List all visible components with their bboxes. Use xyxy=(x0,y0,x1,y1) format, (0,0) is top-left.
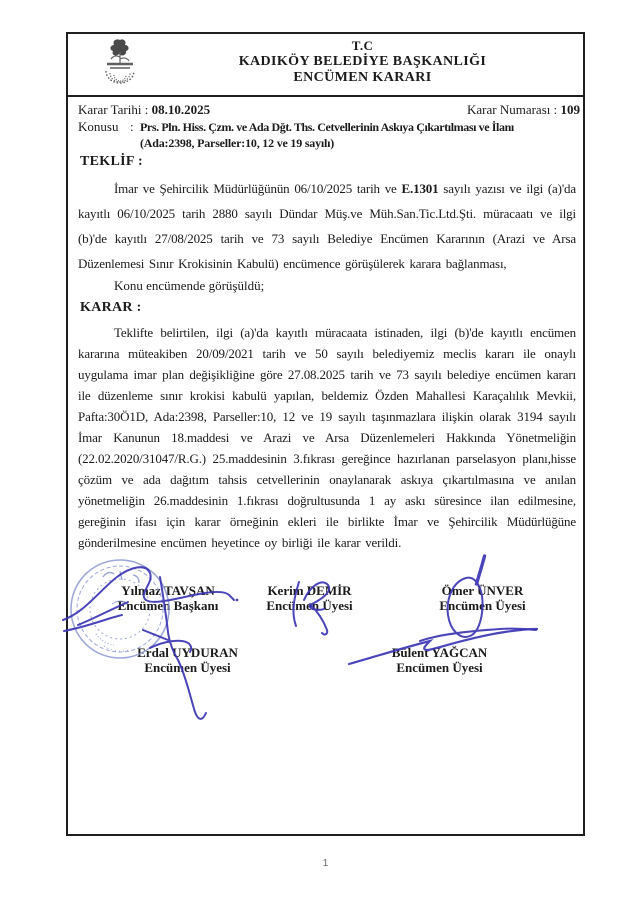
decision-heading: KARAR : xyxy=(80,300,142,315)
letterhead xyxy=(140,38,585,86)
organization-title: KADIKÖY BELEDİYE BAŞKANLIĞI xyxy=(238,54,487,69)
proposal-doc-number: E.1301 xyxy=(401,181,439,196)
decision-number-label: Karar Numarası : xyxy=(467,102,558,117)
subject-line2: (Ada:2398, Parseller:10, 12 ve 19 sayılı) xyxy=(140,136,335,150)
decision-meta-row xyxy=(78,102,580,118)
signature-block-bulent-yagcan xyxy=(352,645,527,675)
proposal-paragraph xyxy=(78,176,576,276)
signature-block-kerim-demir xyxy=(232,583,387,613)
signer-name: Ömer ÜNVER xyxy=(441,583,524,598)
decision-date xyxy=(78,102,210,118)
subject-line1: Prs. Pln. Hiss. Çzm. ve Ada Dğt. Ths. Cetvellerinin Askıya Çıkartılması ve İlanı xyxy=(140,120,514,134)
signer-title: Encümen Üyesi xyxy=(439,598,526,613)
decision-number-value: 109 xyxy=(560,102,580,117)
signer-name: Yılmaz TAVŞAN xyxy=(121,583,215,598)
kadikoy-municipality-seal-icon xyxy=(97,36,143,92)
page-number: 1 xyxy=(322,858,329,869)
signer-title: Encümen Başkanı xyxy=(117,598,219,613)
subject-label: Konusu xyxy=(78,119,119,134)
signature-block-omer-unver xyxy=(400,583,565,613)
signer-title: Encümen Üyesi xyxy=(144,660,231,675)
signature-block-yilmaz-tavsan xyxy=(88,583,248,613)
signer-title: Encümen Üyesi xyxy=(266,598,353,613)
subject-colon: : xyxy=(130,119,134,134)
signature-block-erdal-uyduran xyxy=(105,645,270,675)
signer-name: Kerim DEMİR xyxy=(267,583,352,598)
proposal-text-start: İmar ve Şehircilik Müdürlüğünün 06/10/2025 tarih ve xyxy=(114,181,402,196)
proposal-text-rest: sayılı yazısı ve ilgi (a)'da kayıtlı 06/10/2025 tarih 2880 sayılı Dündar Müş.ve Müh.San.Tic.Ltd.Şti. müracaatı ve ilgi (b)'de kayıtlı 27/08/2025 tarih ve 73 sayılı Belediye Encümen Kararının (Arazi ve Arsa Düzenlemesi Sınır Krokisinin Kabulü) encümence görüşülerek karara bağlanması, xyxy=(78,181,576,271)
proposal-heading: TEKLİF : xyxy=(80,154,143,169)
signer-title: Encümen Üyesi xyxy=(396,660,483,675)
document-type-title: ENCÜMEN KARARI xyxy=(293,70,432,85)
decision-date-label: Karar Tarihi : xyxy=(78,102,149,117)
decision-number xyxy=(467,102,580,118)
header-separator-line xyxy=(66,95,585,97)
republic-title: T.C xyxy=(351,38,374,53)
decision-date-value: 08.10.2025 xyxy=(151,102,211,117)
decision-paragraph: Teklifte belirtilen, ilgi (a)'da kayıtlı müracaata istinaden, ilgi (b)'de kayıtlı encümen kararına müteakiben 20/09/2021 tarih ve 50 sayılı belediyemiz meclis kararı ile onaylı uygulama imar plan değişikliğine göre 27.08.2025 tarih ve 73 sayılı belediye encümen kararı ile düzenleme sınır krokisi kabulü yapılan, beldemiz Özden Mahallesi Karaçalılık Mevkii, Pafta:30Ö1D, Ada:2398, Parseller:10, 12 ve 19 sayılı taşınmazlara ilişkin olarak 3194 sayılı İmar Kanunun 18.maddesi ve Arazi ve Arsa Düzenlemeleri Hakkında Yönetmeliğin (22.02.2020/31047/R.G.) 25.maddesinin 3.fıkrası gereğince hazırlanan parselasyon planı,hisse çözüm ve ada dağıtım tahsis cetvellerinin onaylanarak askıya çıkartılmasına ve anılan yönetmeliğin 26.maddesinin 1.fıkrası doğrultusunda 1 ay askı süresince ilan edilmesine, gereğinin ifası için karar örneğinin ekleri ile birlikte İmar ve Şehircilik Müdürlüğüne gönderilmesine encümen heyetince oy birliği ile karar verildi. xyxy=(78,325,576,550)
signer-name: Bülent YAĞCAN xyxy=(391,645,488,660)
proposal-closing-line: Konu encümende görüşüldü; xyxy=(114,278,265,293)
signer-name: Erdal UYDURAN xyxy=(137,645,238,660)
